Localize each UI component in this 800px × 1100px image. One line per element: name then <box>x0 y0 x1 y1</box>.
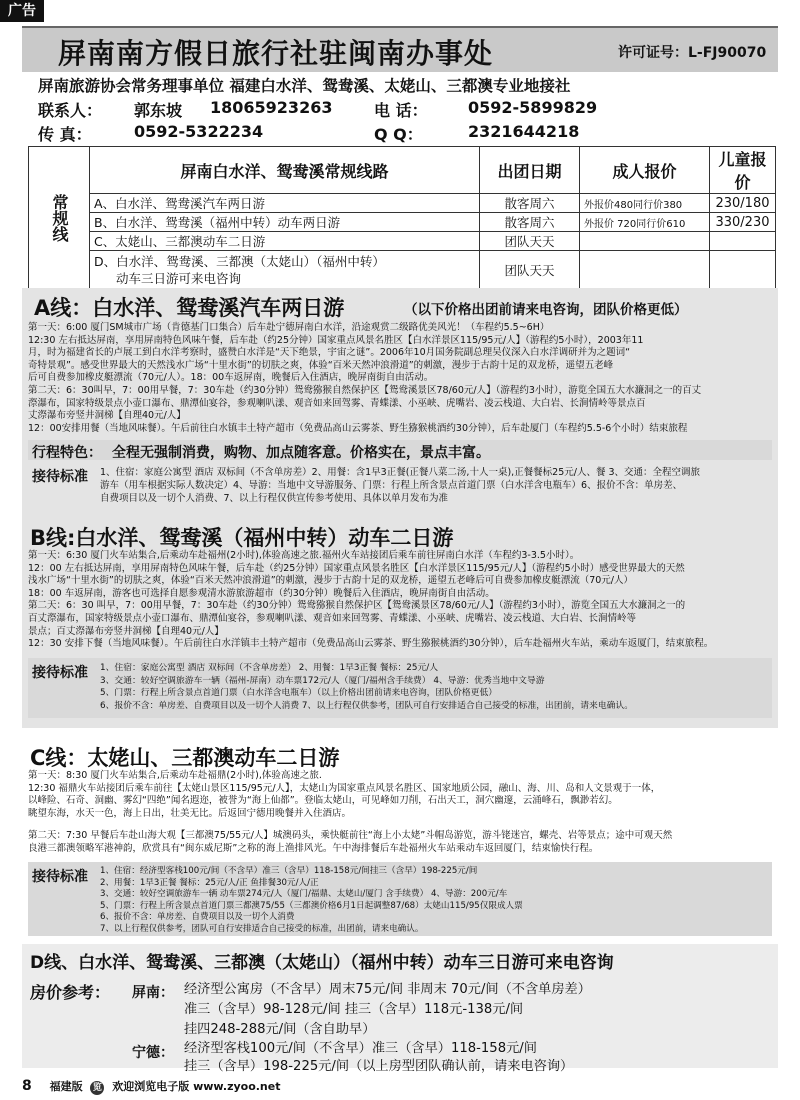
routes-header-adult: 成人报价 <box>580 147 710 194</box>
itinerary-line: 12：00 左右抵达屏南，享用屏南特色风味午餐，后车赴（约25分钟）国家重点风景名胜区【白水洋景区115/95元/人】（游程约5小时）感受世界最大的天然 <box>28 562 685 574</box>
line-a-standard <box>100 466 700 505</box>
routes-header-date: 出团日期 <box>480 147 580 194</box>
standard-line: 1、住宿：经济型客栈100元/间（不含早）准三（含早）118-158元/间挂三（含早）198-225元/间 <box>100 866 478 876</box>
route-name <box>90 251 480 289</box>
standard-line: 5、门票：行程上所含景点首道门票三都澳75/55（三都澳价格6月1日起调整87/68）太姥山115/95仅限成人票 <box>100 900 523 911</box>
route-date: 团队天天 <box>480 232 580 251</box>
standard-line: 6、报价不含：单房差、自费项目以及一切个人消费 <box>100 912 295 923</box>
itinerary-line: 月，时为福建省长的卢展工到白水洋考察时，盛赞白水洋是“天下绝景，宇宙之谜”。2006年10月国务院副总理吴仪深入白水洋调研并为之题词“ <box>28 347 631 359</box>
route-child-price: 330/230 <box>710 213 776 232</box>
standard-line: 3、交通：较好空调旅游车一辆 动车票274元/人（厦门/福鼎、太姥山/厦门 含手续费） 4、导游：200元/车 <box>100 889 508 900</box>
route-name: B、白水洋、鸳鸯溪（福州中转）动车两日游 <box>90 213 480 232</box>
line-b-standard <box>100 662 633 712</box>
line-c-standard-label: 接待标准 <box>32 869 88 885</box>
line-b-itinerary <box>28 550 713 651</box>
itinerary-line: 第二天：7:30 早餐后车赴山海大观【三都澳75/55元/人】城澳码头，乘快艇前往“海上小太姥”斗帽岛游览，游斗铑迷宫，螺壳、岩等景点；途中可观天然 <box>28 830 673 842</box>
routes-side-label: 常规线 <box>29 147 90 289</box>
line-c-standard <box>100 866 523 936</box>
routes-header-child: 儿童报价 <box>710 147 776 194</box>
itinerary-line: 12：00安排用餐（当地风味餐）。午后前往白水镇丰土特产超市（免费品高山云雾茶、野生猕猴桃酒约30分钟），后车赴厦门（车程约5.5-6个小时）结束旅程 <box>28 422 688 434</box>
pingnan-prices <box>184 980 591 1040</box>
table-row <box>29 194 776 213</box>
itinerary-line: 以峰险、石奇、洞幽、雾幻“四绝”闻名遐迩，被誉为“海上仙都”。登临太姥山，可见峰如刀削，石出天工，洞穴幽邃，云涌峰石，飘渺若幻。 <box>28 795 618 807</box>
itinerary-line: 良港三都澳领略军港神韵，欣赏具有“闽东威尼斯”之称的海上渔排风光。午中海排餐后车赴福州火车站乘动车返回厦门，结束愉快行程。 <box>28 842 599 854</box>
pingnan-label: 屏南： <box>132 985 174 1001</box>
price-line: 经济型公寓房（不含早）周末75元/间 非周末 70元/间（不含单房差） <box>184 982 591 997</box>
itinerary-line: 12:30 福鼎火车站接团后乘车前往【太姥山景区115/95元/人】，太姥山为国家重点风景名胜区、国家地质公园，融山、海、川、岛和人文景观于一体， <box>28 782 661 794</box>
itinerary-line: 后可自费参加橡皮艇漂流（70元/人）。18：00车返屏南，晚餐后入住酒店，晚屏南街自由活动。 <box>28 372 434 384</box>
route-child-price: 230/180 <box>710 194 776 213</box>
line-a-itinerary <box>28 322 701 435</box>
contact-info <box>22 72 778 144</box>
ningde-prices <box>184 1040 573 1076</box>
standard-line: 2、用餐：1早3正餐 餐标：25元/人/正 鱼排餐30元/人/正 <box>100 877 319 888</box>
fax-number: 0592-5322234 <box>134 122 264 141</box>
itinerary-line: 浅水广场“十里水街”的切肤之爽，体验“百米天然冲浪滑道”的刺激，漫步于古韵十足的双龙桥，遥望五老峰后可自费参加橡皮艇漂流（70元/人） <box>28 575 633 587</box>
itinerary-line: 第二天：6：30叫早，7：00用早餐，7：30车赴（约30分钟）鸳鸯猕猴自然保护区【鸳鸯溪景区78/60元/人】（游程约3小时），游览全国五大水濂洞之一的百丈 <box>28 384 702 396</box>
routes-table <box>28 146 776 289</box>
license-number: 许可证号：L-FJ90070 <box>618 45 767 61</box>
table-row <box>29 251 776 289</box>
footer-website: 欢迎浏览电子版 www.zyoo.net <box>112 1080 281 1093</box>
route-name-line1: D、白水洋、鸳鸯溪、三都澳（太姥山）（福州中转） <box>94 253 385 269</box>
table-row <box>29 213 776 232</box>
ad-label: 广告 <box>0 0 44 22</box>
standard-line: 游车（用车根据实际人数决定）4、导游：当地中文导游服务、门票：行程上所含景点首道门票（白水洋含电瓶车）6、报价不含：单房差、 <box>100 480 683 491</box>
page-number: 8 <box>22 1078 32 1094</box>
page-footer <box>22 1078 281 1095</box>
itinerary-line: 第一天：6:30 厦门火车站集合,后乘动车赴福州(2小时),体验高速之旅.福州火车站接团后乘车前往屏南白水洋（车程约3-3.5小时）。 <box>28 550 580 561</box>
itinerary-line: 百丈漈瀑布，国家特级景点小壶口瀑布、鼎潭仙宴谷，参观喇叭漾、观音如来回驾雾、青蝶漾、小巫峡、虎嘴岩、凌云栈道、大白岩、长涧情岭等 <box>28 612 637 624</box>
itinerary-line: 奇特景观”。感受世界最大的天然浅水广场“十里水街”的切肤之爽，体验“百米天然冲浪滑道”的刺激，漫步于古韵十足的双龙桥，遥望五老峰 <box>28 359 614 371</box>
route-date: 散客周六 <box>480 194 580 213</box>
itinerary-line: 第一天：6:00 厦门SM城市广场（肯德基门口集合）后车赴宁德屏南白水洋，沿途观赏二级路优美风光！（车程约5.5~6H） <box>28 322 550 333</box>
price-line: 挂三（含早）198-225元/间（以上房型团队确认前，请来电咨询） <box>184 1059 574 1074</box>
route-child-price <box>710 251 776 289</box>
itinerary-line: 18：00 车返屏南，游客也可选择自愿参观清水游旅游超市（约30分钟）晚餐后入住酒店，晚屏南街自由活动。 <box>28 587 495 599</box>
tel-number: 0592-5899829 <box>468 98 598 117</box>
line-c-itinerary <box>28 770 672 856</box>
itinerary-line: 丈漈瀑布旁竖井洞梯【自理40元/人】 <box>28 410 186 422</box>
route-adult-price <box>580 251 710 289</box>
itinerary-line: 漈瀑布，国家特级景点小壶口瀑布、鼎潭仙宴谷，参观喇叭漾、观音如来回驾雾、青蝶漾、小巫峡、虎嘴岩、凌云栈道、大白岩、长涧情岭等景点百 <box>28 397 646 409</box>
ningde-label: 宁德： <box>132 1045 174 1061</box>
tel-label: 电 话： <box>374 101 428 120</box>
line-b-title: B线:白水洋、鸳鸯溪（福州中转）动车二日游 <box>30 526 454 550</box>
itinerary-line: 第二天：6：30 叫早，7：00用早餐，7：30车赴（约30分钟）鸳鸯猕猴自然保护区【鸳鸯溪景区78/60元/人】（游程约3小时），游览全国五大水濂洞之一的 <box>28 600 686 612</box>
line-b-standard-label: 接待标准 <box>32 665 88 681</box>
membership-line: 屏南旅游协会常务理事单位 福建白水洋、鸳鸯溪、太姥山、三都澳专业地接社 <box>38 77 571 95</box>
route-name: A、白水洋、鸳鸯溪汽车两日游 <box>90 194 480 213</box>
standard-line: 3、交通：较好空调旅游车一辆（福州-屏南）动车票172元/人（厦门/福州含手续费） 4、导游：优秀当地中文导游 <box>100 675 545 686</box>
line-a-title: A线：白水洋、鸳鸯溪汽车两日游 <box>34 296 345 320</box>
line-c-title: C线：太姥山、三都澳动车二日游 <box>30 746 340 770</box>
price-line: 准三（含早）98-128元/间 挂三（含早）118元-138元/间 <box>184 1002 524 1017</box>
agency-header <box>22 26 778 72</box>
qq-label: Q Q： <box>374 125 423 144</box>
itinerary-line: 眺望东海，水天一色，海上日出，壮美无比。后返回宁德用晚餐并入住酒店。 <box>28 807 352 819</box>
route-adult-price: 外报价 720同行价610 <box>580 213 710 232</box>
itinerary-line: 12:30 左右抵达屏南，享用屏南特色风味午餐，后车赴（约25分钟）国家重点风景名胜区【白水洋景区115/95元/人】（游程约5小时），2003年11 <box>28 334 644 346</box>
agency-title: 屏南南方假日旅行社驻闽南办事处 <box>58 37 494 70</box>
line-a-feature-label: 行程特色： <box>32 445 102 461</box>
route-adult-price <box>580 232 710 251</box>
standard-line: 1、住宿：家庭公寓型 酒店 双标间（不含单房差）2、用餐：含1早3正餐(正餐八菜二汤,十人一桌),正餐餐标25元/人、餐 3、交通：全程空调旅 <box>100 467 701 478</box>
edition-label: 福建版 <box>49 1080 83 1093</box>
itinerary-line: 12：30 安排下餐（当地风味餐）。午后前往白水洋镇丰土特产超市（免费品高山云雾茶、野生猕猴桃酒约30分钟），后车赴福州火车站，乘动车返厦门，结束旅程。 <box>28 638 714 650</box>
contact-mobile: 18065923263 <box>210 98 333 117</box>
standard-line: 5、门票：行程上所含景点首道门票（白水洋含电瓶车）（以上价格出团前请来电咨询，团队价格更低） <box>100 688 498 698</box>
line-a-feature: 全程无强制消费，购物、加点随客意。价格实在，景点丰富。 <box>112 445 490 461</box>
room-price-label: 房价参考： <box>30 983 111 1002</box>
price-line: 挂四248-288元/间（含自助早） <box>184 1022 376 1037</box>
route-adult-price: 外报价480同行价380 <box>580 194 710 213</box>
edition-badge-icon: 览 <box>90 1081 104 1095</box>
routes-header-route: 屏南白水洋、鸳鸯溪常规线路 <box>90 147 480 194</box>
route-date: 团队天天 <box>480 251 580 289</box>
standard-line: 6、报价不含：单房差、自费项目以及一切个人消费 7、以上行程仅供参考，团队可自行安排适合自己接受的标准，出团前，请来电确认。 <box>100 700 634 711</box>
price-line: 经济型客栈100元/间（不含早）准三（含早）118-158元/间 <box>184 1041 537 1056</box>
standard-line: 自费项目以及一切个人消费、7、以上行程仅供宣传参考使用、具体以单月发布为准 <box>100 493 449 504</box>
route-date: 散客周六 <box>480 213 580 232</box>
standard-line: 7、以上行程仅供参考，团队可自行安排适合自己接受的标准，出团前，请来电确认。 <box>100 923 424 934</box>
itinerary-line: 第一天：8:30 厦门火车站集合,后乘动车赴福鼎(2小时),体验高速之旅. <box>28 770 322 781</box>
contact-label: 联系人： <box>38 101 103 120</box>
itinerary-line: 景点；百丈漈瀑布旁竖井洞梯【自理40元/人】 <box>28 625 224 637</box>
contact-name: 郭东坡 <box>134 101 183 120</box>
route-name: C、太姥山、三都澳动车二日游 <box>90 232 480 251</box>
line-d-title: D线、白水洋、鸳鸯溪、三都澳（太姥山）（福州中转）动车三日游可来电咨询 <box>30 953 614 973</box>
qq-number: 2321644218 <box>468 122 580 141</box>
fax-label: 传 真： <box>38 125 92 144</box>
line-a-standard-label: 接待标准 <box>32 469 88 485</box>
standard-line: 1、住宿：家庭公寓型 酒店 双标间（不含单房差） 2、用餐：1早3正餐 餐标：25元/人 <box>100 663 439 673</box>
route-child-price <box>710 232 776 251</box>
table-row <box>29 232 776 251</box>
line-a-note: （以下价格出团前请来电咨询，团队价格更低） <box>404 302 688 318</box>
route-name-line2: 动车三日游可来电咨询 <box>116 270 242 286</box>
